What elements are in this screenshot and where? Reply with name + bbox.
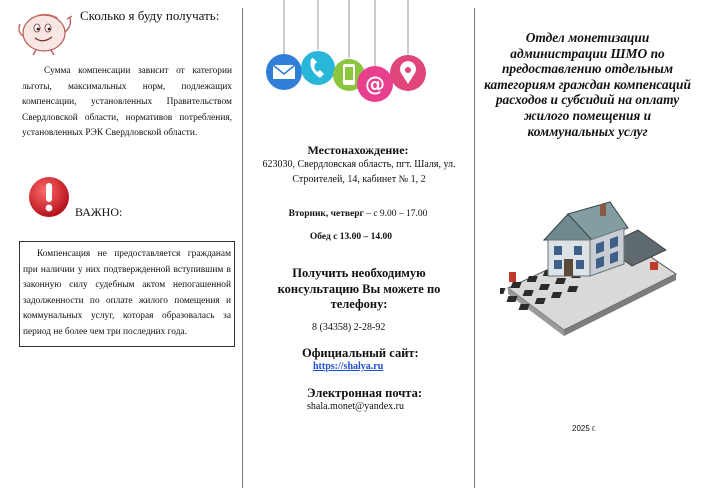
location-heading: Местонахождение:	[307, 143, 409, 157]
brochure-title: Отдел монетизации администрации ШМО по предоставлению отдельным категориям граждан компенсаций расходов и субсидий на оплату жилого помещения и коммунальных услуг	[484, 30, 691, 139]
receive-heading: Сколько я буду получать:	[80, 8, 220, 23]
site-link[interactable]: https://shalya.ru	[313, 361, 384, 372]
address-text: 623030, Свердловская область, пгт. Шаля, ул. Строителей, 14, кабинет № 1, 2	[262, 159, 456, 185]
working-hours	[242, 209, 474, 219]
svg-text:@: @	[365, 72, 385, 96]
warning-text: Компенсация не предоставляется гражданам при наличии у них подтвержденной вступившим в законную силу судебным актом непогашенной задолженности по оплате жилого помещения и коммунальных услуг, которая образовалась за период не более чем три последних года.	[23, 249, 231, 337]
phone-number: 8 (34358) 2-28-92	[312, 322, 386, 333]
warning-box	[19, 241, 235, 347]
site-heading: Официальный сайт:	[302, 346, 419, 360]
phone-icon	[301, 51, 335, 85]
contact-icons	[262, 0, 436, 110]
location-icon	[390, 55, 426, 91]
working-days: Вторник, четверг	[288, 209, 364, 219]
receive-text: Сумма компенсации зависит от категории льготы, максимальных норм, подлежащих компенсации, установленных Правительством Свердловской области, нормативов потребления, установленных РЭК Свердловской области.	[22, 66, 232, 138]
house-calculator-image	[500, 196, 678, 336]
mascot-illustration	[14, 6, 76, 56]
lunch-break: Обед с 13.00 – 14.00	[309, 232, 393, 242]
at-icon	[357, 66, 393, 102]
email-address: shala.monet@yandex.ru	[307, 401, 404, 412]
year-label: 2025 г.	[572, 424, 597, 433]
mail-icon	[266, 54, 302, 90]
exclamation-icon	[27, 175, 71, 219]
email-heading: Электронная почта:	[307, 386, 422, 400]
warning-heading: ВАЖНО:	[75, 205, 123, 219]
consult-heading: Получить необходимую консультацию Вы можете по телефону:	[277, 266, 441, 311]
working-time: – с 9.00 – 17.00	[363, 209, 428, 219]
